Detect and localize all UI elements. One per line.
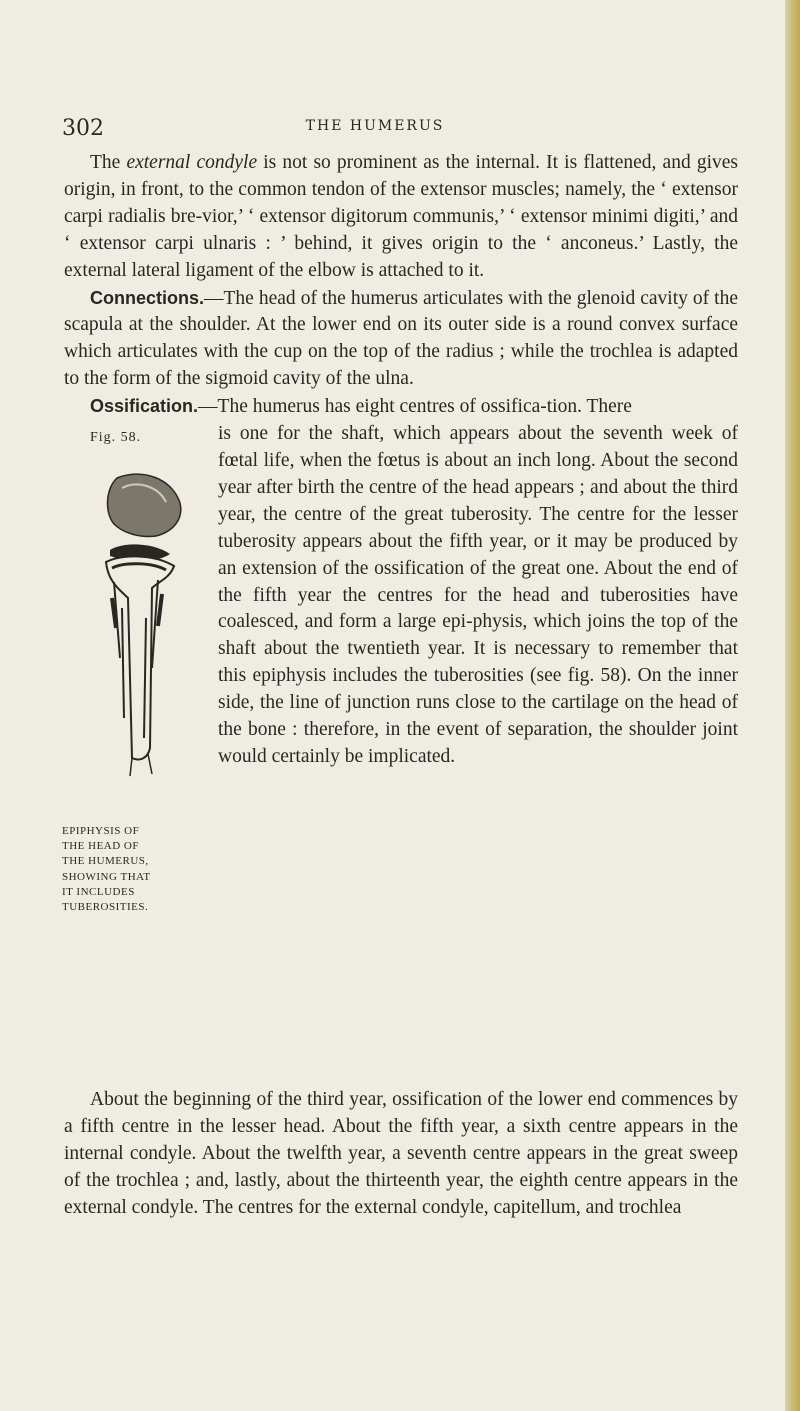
caption-line: EPIPHYSIS OF xyxy=(62,824,140,837)
figure-caption xyxy=(62,824,208,915)
paragraph-external-condyle xyxy=(64,150,738,285)
heading-ossification: Ossification. xyxy=(90,396,199,417)
term-external-condyle: external condyle xyxy=(126,152,258,173)
figure-label: Fig. 58. xyxy=(90,430,142,446)
body-text xyxy=(64,150,738,1222)
text-run: —The humerus has eight centres of ossifica-tion. There xyxy=(198,396,632,418)
text-run: The xyxy=(90,152,127,173)
heading-connections: Connections. xyxy=(90,287,205,308)
humerus-epiphysis-illustration xyxy=(62,458,202,788)
caption-line: THE HUMERUS, xyxy=(62,855,149,868)
caption-line: THE HEAD OF xyxy=(62,840,139,853)
caption-line: TUBEROSITIES. xyxy=(62,900,149,913)
figure-58 xyxy=(62,421,208,1087)
paragraph-ossification-intro xyxy=(64,393,738,421)
page-edge xyxy=(785,0,800,1411)
text-run: is one for the shaft, which appears about the seventh week of fœtal life, when the fœtus is about an inch long. About the second year after birth the centre of the head appears ; and about the third year, the centre of the great tuberosity. The centre for the lesser tuberosity appears about the fifth year, or it may be produced by an extension of the ossification of the great one. About the end of the fifth year the centres for the head and tuberosities have coalesced, and form a large epi-physis, which joins the top of the shaft about the twentieth year. It is necessary to remember that this epiphysis includes the tuberosities (see fig. 58). On the inner side, the line of junction runs close to the cartilage on the head of the bone : therefore, in the event of separation, the shoulder joint would certainly be implicated. xyxy=(218,423,738,767)
page-header xyxy=(62,116,762,142)
paragraph-connections xyxy=(64,285,738,394)
page-number: 302 xyxy=(62,116,104,141)
running-head: THE HUMERUS xyxy=(305,118,445,134)
caption-line: SHOWING THAT xyxy=(62,870,151,883)
caption-line: IT INCLUDES xyxy=(62,885,135,898)
text-run: is not so prominent as the internal. It is flattened, and gives origin, in front, to the common tendon of the extensor muscles; namely, the ‘ extensor carpi radialis bre-vior,’ ‘ extensor digitorum communis,’ ‘ extensor minimi digiti,’ and ‘ extensor carpi ulnaris : ’ behind, it gives origin to the ‘ anconeus.’ Lastly, the external lateral ligament of the elbow is attached to it. xyxy=(64,152,738,281)
text-run: —The head of the humerus articulates with the glenoid cavity of the scapula at the shoulder. At the lower end on its outer side is a round convex surface which articulates with the cup on the top of the radius ; while the trochlea is adapted to the form of the sigmoid cavity of the ulna. xyxy=(64,287,738,390)
paragraph-lower-end: About the beginning of the third year, ossification of the lower end commences by a fifth centre in the lesser head. About the fifth year, a sixth centre appears in the internal condyle. About the twelfth year, a seventh centre appears in the great sweep of the trochlea ; and, lastly, about the thirteenth year, the eighth centre appears in the external condyle. The centres for the external condyle, capitellum, and trochlea xyxy=(64,1089,738,1218)
